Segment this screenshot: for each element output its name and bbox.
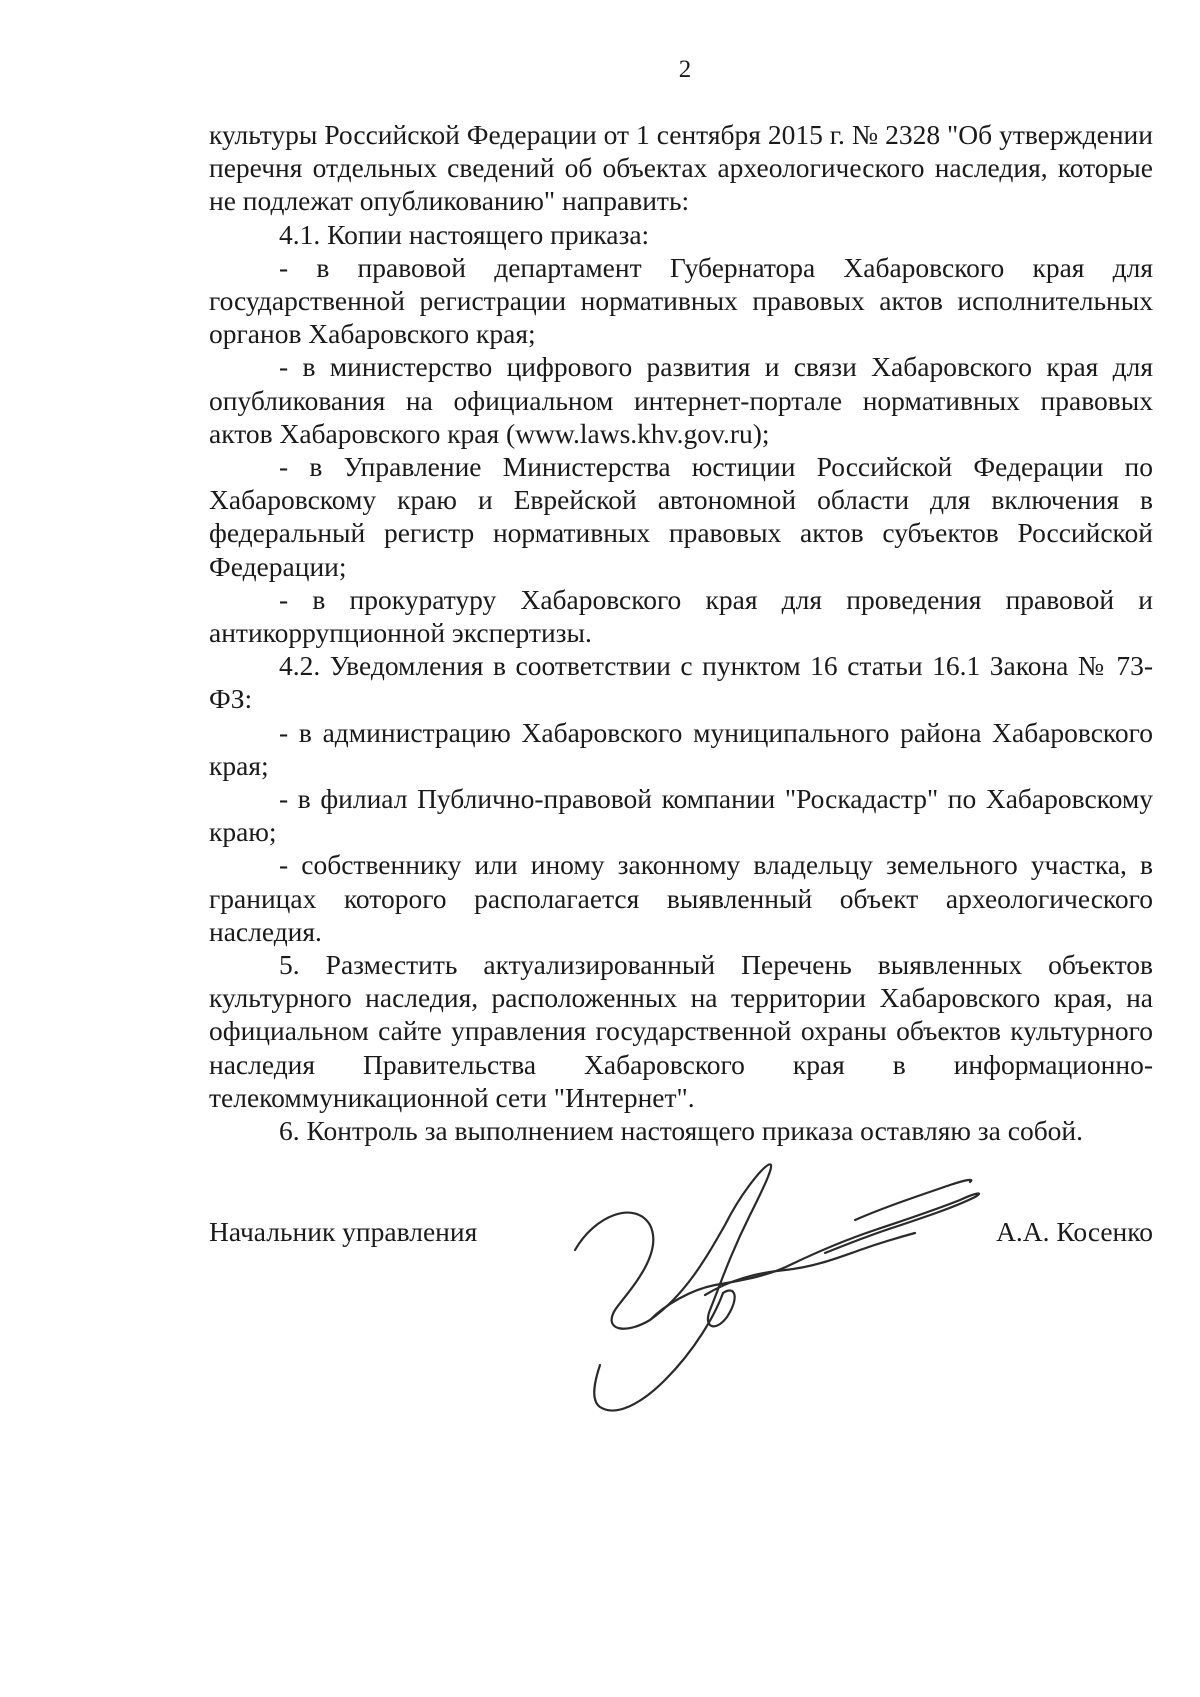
paragraph-district-administration: - в администрацию Хабаровского муниципального района Хабаровского края; bbox=[209, 716, 1153, 781]
handwritten-signature bbox=[555, 1145, 1055, 1425]
paragraph-digital-ministry: - в министерство цифрового развития и связи Хабаровского края для опубликования на официальном интернет-портале нормативных правовых актов Хабаровского края (www.laws.khv.gov.ru); bbox=[209, 351, 1153, 449]
signer-position: Начальник управления bbox=[209, 1216, 478, 1247]
paragraph-legal-department: - в правовой департамент Губернатора Хабаровского края для государственной регистрации нормативных правовых актов исполнительных органов Хабаровского края; bbox=[209, 251, 1153, 350]
paragraph-prosecutor: - в прокуратуру Хабаровского края для проведения правовой и антикоррупционной экспертизы. bbox=[209, 583, 1153, 649]
paragraph-5: 5. Разместить актуализированный Перечень выявленных объектов культурного наследия, расположенных на территории Хабаровского края, на официальном сайте управления государственной охраны объектов культурного наследия Правительства Хабаровского края в информационно-телекоммуникационной сети "Интернет". bbox=[209, 949, 1153, 1113]
paragraph-land-owner: - собственнику или иному законному владельцу земельного участка, в границах которого располагается выявленный объект археологического наследия. bbox=[209, 849, 1153, 947]
signature-icon bbox=[555, 1145, 1055, 1425]
paragraph-continuation: культуры Российской Федерации от 1 сентября 2015 г. № 2328 "Об утверждении перечня отдельных сведений об объектах археологического наследия, которые не подлежат опубликованию" направить: bbox=[209, 119, 1153, 217]
page-number: 2 bbox=[678, 56, 692, 83]
paragraph-4-1-heading: 4.1. Копии настоящего приказа: bbox=[279, 218, 650, 250]
paragraph-4-2-heading: 4.2. Уведомления в соответствии с пунктом 16 статьи 16.1 Закона № 73-ФЗ: bbox=[209, 650, 1153, 715]
paragraph-6: 6. Контроль за выполнением настоящего приказа оставляю за собой. bbox=[279, 1115, 1084, 1147]
paragraph-roskadastr: - в филиал Публично-правовой компании "Роскадастр" по Хабаровскому краю; bbox=[209, 783, 1153, 848]
document-body bbox=[209, 118, 1153, 1147]
signer-name: А.А. Косенко bbox=[996, 1216, 1153, 1247]
paragraph-justice-ministry: - в Управление Министерства юстиции Российской Федерации по Хабаровскому краю и Еврейской автономной области для включения в федеральный регистр нормативных правовых актов субъектов Российской Федерации; bbox=[209, 451, 1153, 582]
